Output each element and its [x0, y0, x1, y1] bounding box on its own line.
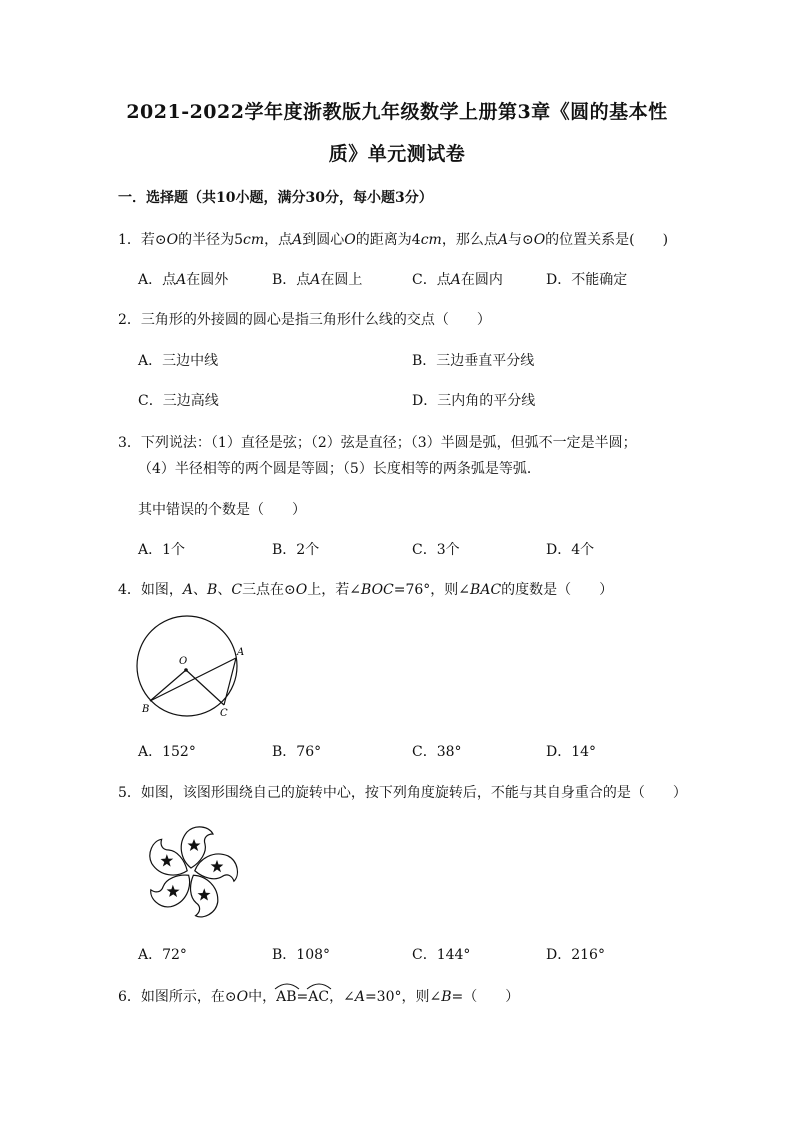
question-5: 5．如图，该图形围绕自己的旋转中心，按下列角度旋转后，不能与其自身重合的是（ ）: [118, 785, 687, 801]
question-4: 4．如图，A、B、C三点在⊙O上，若∠BOC=76°，则∠BAC的度数是（ ）: [118, 582, 614, 598]
question-3-line-1: 3．下列说法：（1）直径是弦；（2）弦是直径；（3）半圆是弧，但弧不一定是半圆；: [118, 435, 637, 451]
question-2: 2．三角形的外接圆的圆心是指三角形什么线的交点（ ）: [118, 312, 491, 328]
label-o: O: [179, 656, 188, 667]
rotational-flower-figure: [135, 822, 245, 922]
q3-option-a: A．1个: [138, 542, 186, 558]
q4-option-d: D．14°: [546, 744, 597, 760]
q3-option-b: B．2个: [272, 542, 320, 558]
center-dot: [184, 668, 188, 672]
q3-option-d: D．4个: [546, 542, 595, 558]
q2-option-a: A．三边中线: [138, 353, 219, 369]
question-3-line-2: （4）半径相等的两个圆是等圆；（5）长度相等的两条弧是等弧．: [138, 461, 541, 477]
segment-oc: [186, 670, 224, 705]
q4-option-c: C．38°: [412, 744, 462, 760]
segment-ab: [150, 658, 236, 701]
question-6: 6．如图所示，在⊙O中， AB= AC，∠A=30°，则∠B=（ ）: [118, 986, 519, 1006]
q2-option-b: B．三边垂直平分线: [412, 353, 535, 369]
q1-option-c: C．点A在圆内: [412, 272, 503, 288]
question-3-line-3: 其中错误的个数是（ ）: [138, 502, 306, 518]
label-a: A: [237, 647, 245, 658]
arc-ac: AC: [308, 989, 329, 1005]
q5-option-c: C．144°: [412, 947, 471, 963]
q5-option-b: B．108°: [272, 947, 331, 963]
q1-option-d: D．不能确定: [546, 272, 628, 288]
q5-option-a: A．72°: [138, 947, 187, 963]
question-1: 1．若⊙O的半径为5cm，点A到圆心O的距离为4cm，那么点A与⊙O的位置关系是( ): [118, 232, 669, 248]
title-line-1: 2021-2022学年度浙教版九年级数学上册第3章《圆的基本性: [126, 101, 668, 123]
q1-option-b: B．点A在圆上: [272, 272, 363, 288]
arc-ab: AB: [276, 988, 296, 1005]
label-c: C: [220, 708, 228, 719]
q2-option-c: C．三边高线: [138, 393, 219, 409]
title-line-2: 质》单元测试卷: [328, 143, 466, 165]
q5-option-d: D．216°: [546, 947, 605, 963]
q1-option-a: A．点A在圆外: [138, 272, 229, 288]
circle-figure: [130, 610, 260, 725]
section-heading: 一．选择题（共10小题，满分30分，每小题3分）: [118, 190, 433, 206]
q2-option-d: D．三内角的平分线: [412, 393, 536, 409]
petal-with-star: [181, 827, 213, 868]
q3-option-c: C．3个: [412, 542, 460, 558]
label-b: B: [142, 704, 150, 715]
q4-option-a: A．152°: [138, 744, 196, 760]
q4-option-b: B．76°: [272, 744, 322, 760]
